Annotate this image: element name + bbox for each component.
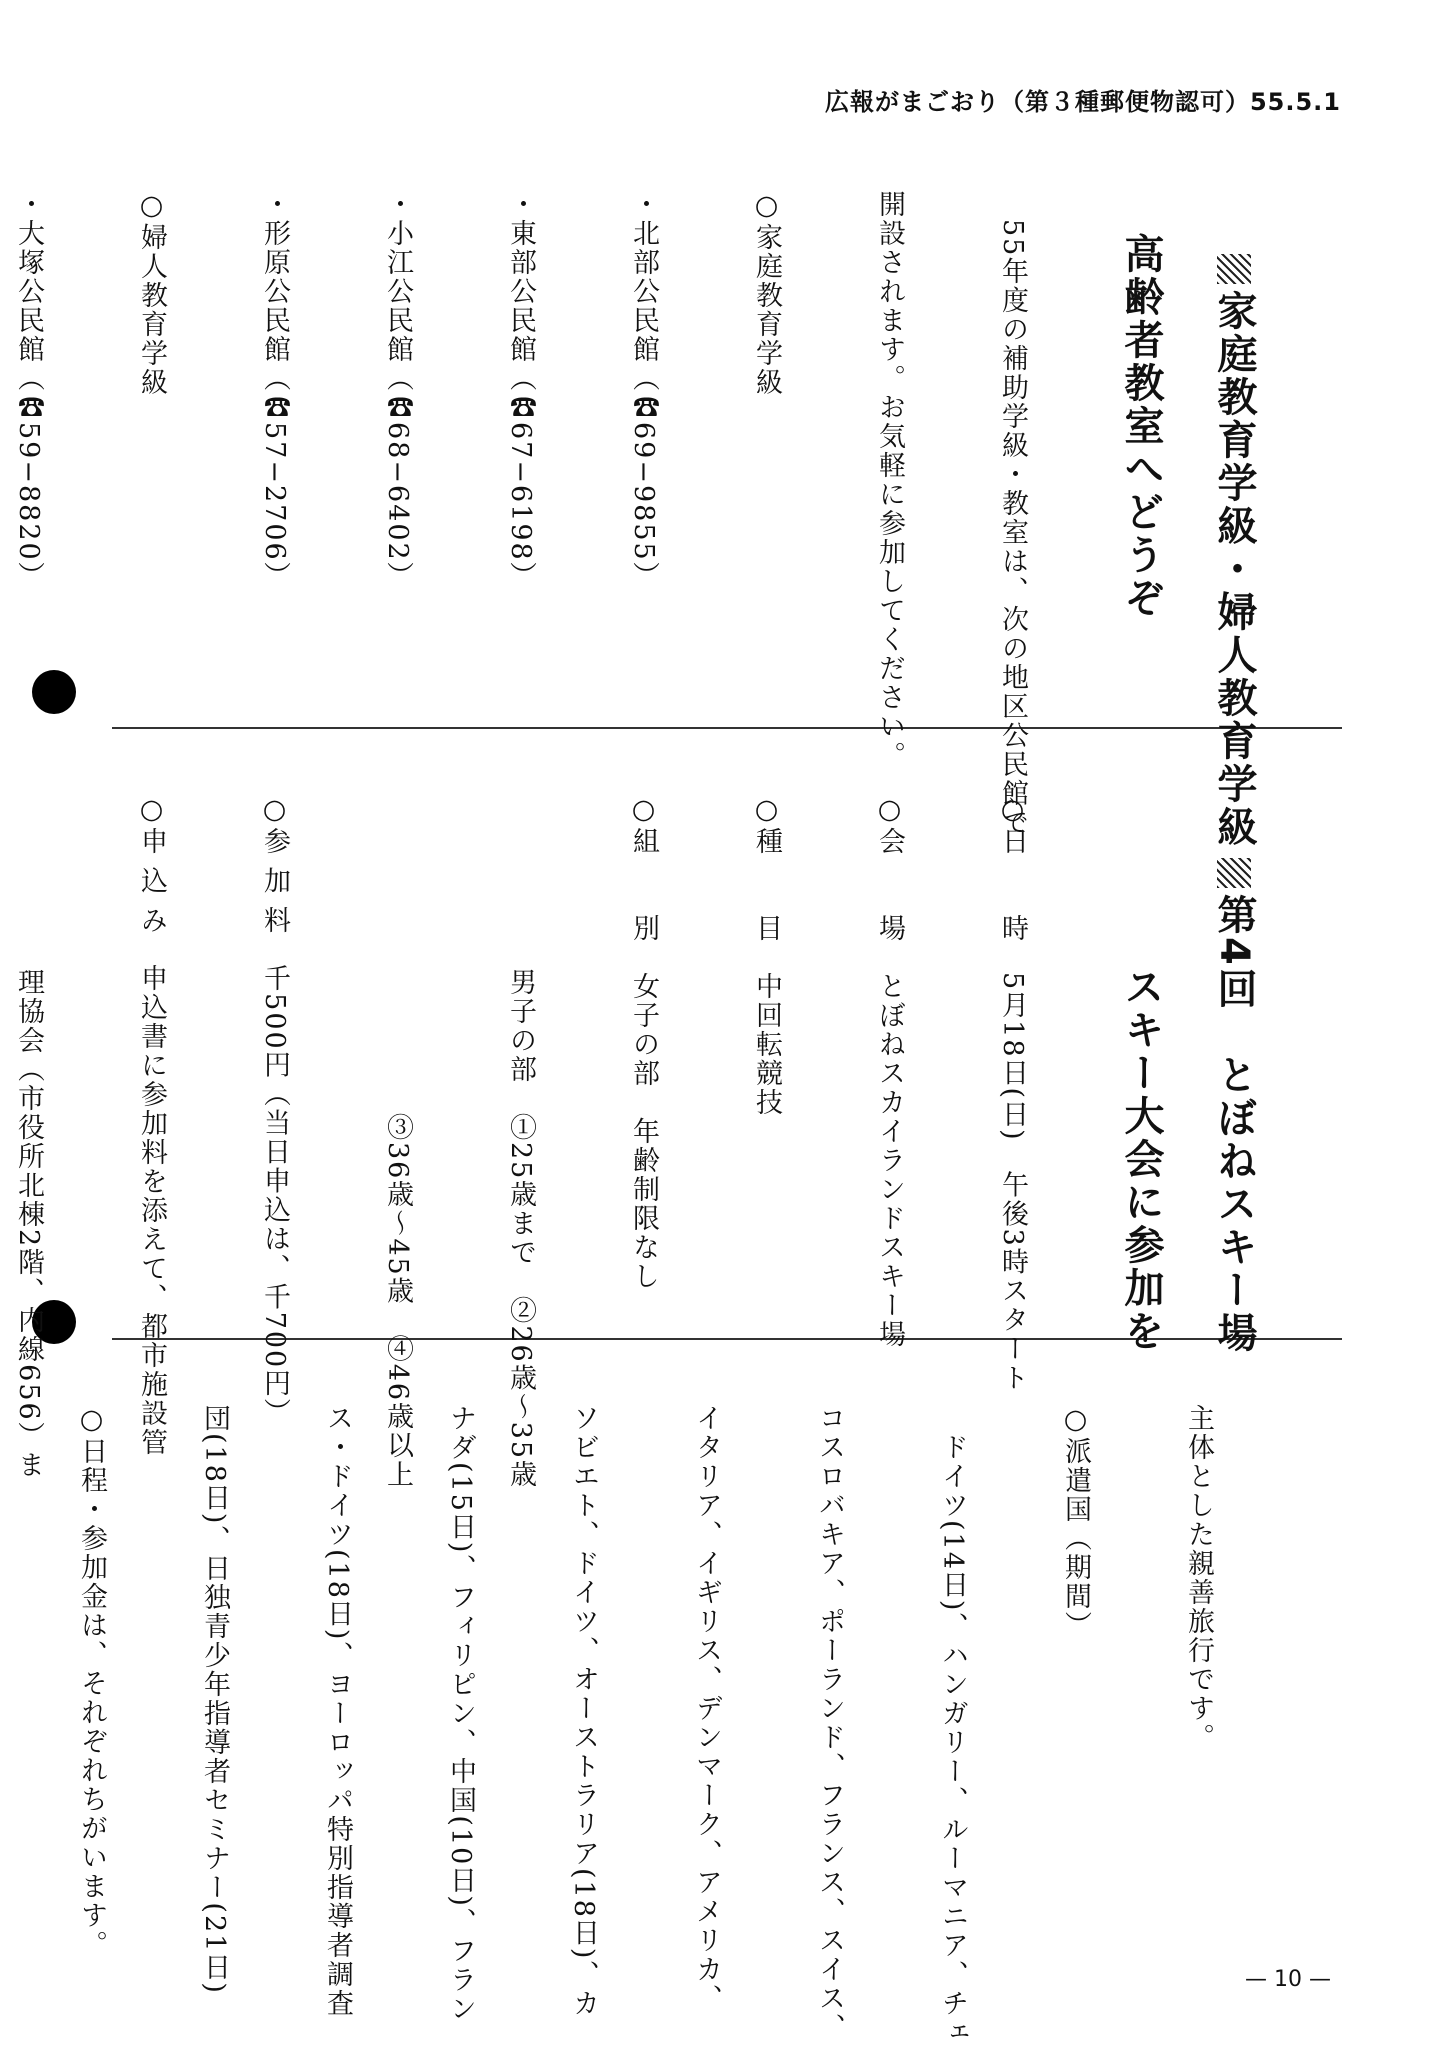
- article-haken-part2: [0, 1404, 1301, 2071]
- text-line: 団(18日)、日独青少年指導者セミナー(21日): [199, 1404, 230, 1996]
- article-title: 第4回 とぼねスキー場: [1211, 858, 1257, 1355]
- text-line: イタリア、イギリス、デンマーク、アメリカ、: [691, 1404, 722, 2014]
- text-line: 開設されます。お気軽に参加してください。: [874, 190, 905, 771]
- band-top-text: [13, 148, 1342, 849]
- band-bottom: [76, 1362, 1342, 2048]
- page-header: 広報がまごおり（第３種郵便物認可）55.5.1: [824, 88, 1341, 116]
- text-line: ○組 別 女子の部 年齢制限なし: [628, 794, 659, 1292]
- article-title: 高齢者教室へどうぞ: [1118, 190, 1164, 621]
- text-line: ドイツ(14日)、ハンガリー、ルーマニア、チェ: [937, 1404, 968, 2048]
- band-middle-text: [13, 752, 1342, 1490]
- band-bottom-text: [76, 1362, 1342, 2048]
- text-line: 55年度の補助学級・教室は、次の地区公民館で: [997, 190, 1028, 838]
- text-line: ・形原公民館（☎57−2706）: [259, 190, 290, 592]
- text-line: ・北部公民館（☎69−9855）: [628, 190, 659, 592]
- text-line: ス・ドイツ(18日)、ヨーロッパ特別指導者調査: [322, 1404, 353, 2019]
- text-line: コスロバキア、ポーランド、フランス、スイス、: [814, 1404, 845, 2043]
- text-line: ○派遣国（期間）: [1060, 1404, 1091, 1641]
- text-line: ソビエト、ドイツ、オーストラリア(18日)、カ: [568, 1404, 599, 2019]
- text-line: ・東部公民館（☎67−6198）: [505, 190, 536, 592]
- text-line: ○参 加 料 千500円（当日申込は、千700円）: [259, 794, 290, 1428]
- article-title: スキー大会に参加を: [1118, 794, 1164, 1354]
- text-line: ③36歳〜45歳 ④46歳以上: [382, 794, 413, 1490]
- article-title: 家庭教育学級・婦人教育学級: [1211, 254, 1257, 849]
- page-number: — 10 —: [1245, 1967, 1331, 1992]
- text-line: 主体とした親善旅行です。: [1183, 1404, 1214, 1753]
- text-line: ○日 時 5月18日(日) 午後3時スタート: [997, 794, 1028, 1394]
- text-line: ○申 込 み 申込書に参加料を添えて、都市施設管: [136, 794, 167, 1458]
- text-line: ○種 目 中回転競技: [751, 794, 782, 1118]
- text-line: ・大塚公民館（☎59−8820）: [13, 190, 44, 592]
- text-line: ○家庭教育学級: [751, 190, 782, 398]
- text-line: 理協会（市役所北棟2階、内線656）ま: [13, 794, 44, 1481]
- band-top: [13, 148, 1342, 849]
- text-line: ・小江公民館（☎68−6402）: [382, 190, 413, 592]
- hatch-mark-icon: [1217, 858, 1251, 888]
- text-line: ○日程・参加金は、それぞれちがいます。: [76, 1404, 107, 1960]
- text-line: ○婦人教育学級: [136, 190, 167, 398]
- hatch-mark-icon: [1217, 254, 1251, 284]
- text-line: 男子の部 ①25歳まで ②26歳〜35歳: [505, 794, 536, 1490]
- band-middle: [13, 752, 1342, 1490]
- text-line: ○会 場 とぼねスカイランドスキー場: [874, 794, 905, 1350]
- text-line: ナダ(15日)、フィリピン、中国(10日)、フラン: [445, 1404, 476, 2025]
